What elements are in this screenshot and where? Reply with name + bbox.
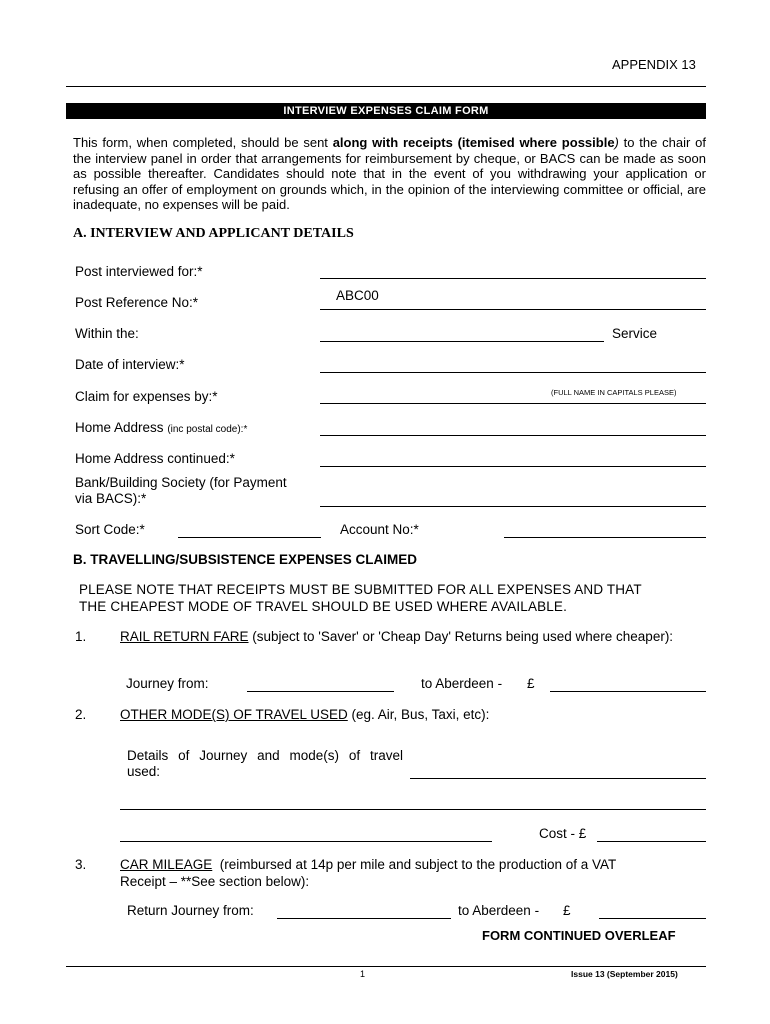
post-interviewed-label: Post interviewed for:* bbox=[75, 264, 203, 279]
header-rule bbox=[66, 86, 706, 87]
intro-paragraph bbox=[73, 135, 706, 213]
item3-currency: £ bbox=[563, 903, 571, 918]
item2-title: OTHER MODE(S) OF TRAVEL USED bbox=[120, 707, 348, 722]
item2-heading bbox=[120, 707, 489, 722]
notice-line1: PLEASE NOTE THAT RECEIPTS MUST BE SUBMITTED FOR ALL EXPENSES AND THAT bbox=[79, 582, 642, 597]
item3-return-from-label: Return Journey from: bbox=[127, 903, 254, 918]
home-address-label-small: (inc postal code):* bbox=[167, 424, 248, 435]
footer-rule bbox=[66, 966, 706, 967]
item1-heading bbox=[120, 629, 673, 644]
item2-details-input-2[interactable] bbox=[122, 792, 704, 808]
notice-line2: THE CHEAPEST MODE OF TRAVEL SHOULD BE USED WHERE AVAILABLE. bbox=[79, 599, 567, 614]
home-address-cont-input[interactable] bbox=[322, 449, 704, 465]
section-b-heading: B. TRAVELLING/SUBSISTENCE EXPENSES CLAIMED bbox=[73, 552, 418, 567]
home-address-input[interactable] bbox=[322, 418, 704, 434]
claim-by-line bbox=[320, 403, 706, 404]
date-of-interview-label: Date of interview:* bbox=[75, 357, 185, 372]
item3-desc-line1: (reimbursed at 14p per mile and subject to the production of a VAT bbox=[212, 857, 617, 872]
bank-label-line2: via BACS):* bbox=[75, 491, 147, 506]
item2-details-line-2 bbox=[120, 809, 706, 810]
page-number: 1 bbox=[360, 969, 366, 979]
item2-desc: (eg. Air, Bus, Taxi, etc): bbox=[347, 707, 490, 722]
post-reference-line bbox=[320, 309, 706, 310]
date-of-interview-input[interactable] bbox=[322, 355, 704, 371]
item1-journey-from-label: Journey from: bbox=[126, 676, 209, 691]
item2-details-line2: used: bbox=[127, 764, 161, 779]
account-no-label: Account No:* bbox=[340, 522, 419, 537]
home-address-label bbox=[75, 420, 247, 437]
item2-details-line1: Details of Journey and mode(s) of travel bbox=[127, 748, 403, 763]
date-of-interview-line bbox=[320, 372, 706, 373]
claim-by-note: (FULL NAME IN CAPITALS PLEASE) bbox=[551, 388, 677, 397]
within-label: Within the: bbox=[75, 326, 139, 341]
intro-text-bold: along with receipts (itemised where possible bbox=[332, 135, 615, 150]
post-interviewed-line bbox=[320, 278, 706, 279]
within-input[interactable] bbox=[322, 324, 602, 340]
item1-desc: (subject to 'Saver' or 'Cheap Day' Returns being used where cheaper): bbox=[248, 629, 674, 644]
home-address-label-text: Home Address bbox=[75, 420, 164, 435]
sort-code-line bbox=[178, 537, 321, 538]
item2-details-input-3[interactable] bbox=[122, 824, 490, 840]
account-no-line bbox=[504, 537, 706, 538]
item2-cost-line bbox=[597, 841, 706, 842]
bank-line bbox=[320, 506, 706, 507]
post-reference-input[interactable] bbox=[336, 287, 702, 304]
sort-code-label: Sort Code:* bbox=[75, 522, 145, 537]
appendix-label: APPENDIX 13 bbox=[612, 57, 696, 72]
bank-input[interactable] bbox=[322, 489, 704, 505]
item1-number: 1. bbox=[75, 629, 87, 644]
item1-currency: £ bbox=[527, 676, 535, 691]
item2-cost-input[interactable] bbox=[599, 824, 704, 840]
item3-return-from-input[interactable] bbox=[279, 901, 449, 917]
item2-details-line-3 bbox=[120, 841, 492, 842]
issue-label: Issue 13 (September 2015) bbox=[571, 969, 678, 979]
item1-amount-input[interactable] bbox=[552, 674, 704, 690]
claim-by-label: Claim for expenses by:* bbox=[75, 389, 218, 404]
account-no-input[interactable] bbox=[506, 520, 704, 536]
bank-label-line1: Bank/Building Society (for Payment bbox=[75, 475, 287, 490]
item1-journey-from-line bbox=[247, 691, 394, 692]
post-interviewed-input[interactable] bbox=[322, 262, 704, 278]
item3-heading bbox=[120, 857, 616, 872]
item2-details-line bbox=[410, 778, 706, 779]
form-continued-overleaf: FORM CONTINUED OVERLEAF bbox=[482, 928, 676, 943]
item2-details-input[interactable] bbox=[412, 760, 704, 776]
form-title-banner: INTERVIEW EXPENSES CLAIM FORM bbox=[66, 103, 706, 119]
sort-code-input[interactable] bbox=[180, 520, 318, 536]
item1-amount-line bbox=[550, 691, 706, 692]
intro-text-paren: ) bbox=[614, 135, 619, 150]
home-address-line bbox=[320, 435, 706, 436]
item3-desc-line2: Receipt – **See section below): bbox=[120, 874, 310, 889]
item3-number: 3. bbox=[75, 857, 87, 872]
intro-text-post: to the chair of the interview panel in order that arrangements for reimbursement by cheque, or BACS can be made as soon as possible thereafter. Candidates should note that in the event of you withdrawing your application or refusing an offer of employment on grounds which, in the opinion of the interviewing committee or official, are inadequate, no expenses will be paid. bbox=[73, 135, 706, 212]
item1-journey-from-input[interactable] bbox=[249, 674, 391, 690]
item2-cost-label: Cost - £ bbox=[539, 826, 587, 841]
home-address-cont-label: Home Address continued:* bbox=[75, 451, 235, 466]
service-suffix: Service bbox=[612, 326, 658, 341]
intro-text-pre: This form, when completed, should be sent bbox=[73, 135, 333, 150]
within-line bbox=[320, 341, 604, 342]
item3-title: CAR MILEAGE bbox=[120, 857, 213, 872]
item3-to-aberdeen-label: to Aberdeen - bbox=[458, 903, 540, 918]
item3-amount-line bbox=[599, 918, 706, 919]
post-reference-label: Post Reference No:* bbox=[75, 295, 199, 310]
item3-amount-input[interactable] bbox=[601, 901, 704, 917]
home-address-cont-line bbox=[320, 466, 706, 467]
item1-to-aberdeen-label: to Aberdeen - bbox=[421, 676, 503, 691]
section-a-heading: A. INTERVIEW AND APPLICANT DETAILS bbox=[73, 226, 354, 241]
item1-title: RAIL RETURN FARE bbox=[120, 629, 249, 644]
claim-by-input[interactable] bbox=[322, 385, 542, 401]
item2-number: 2. bbox=[75, 707, 87, 722]
item3-return-from-line bbox=[277, 918, 451, 919]
